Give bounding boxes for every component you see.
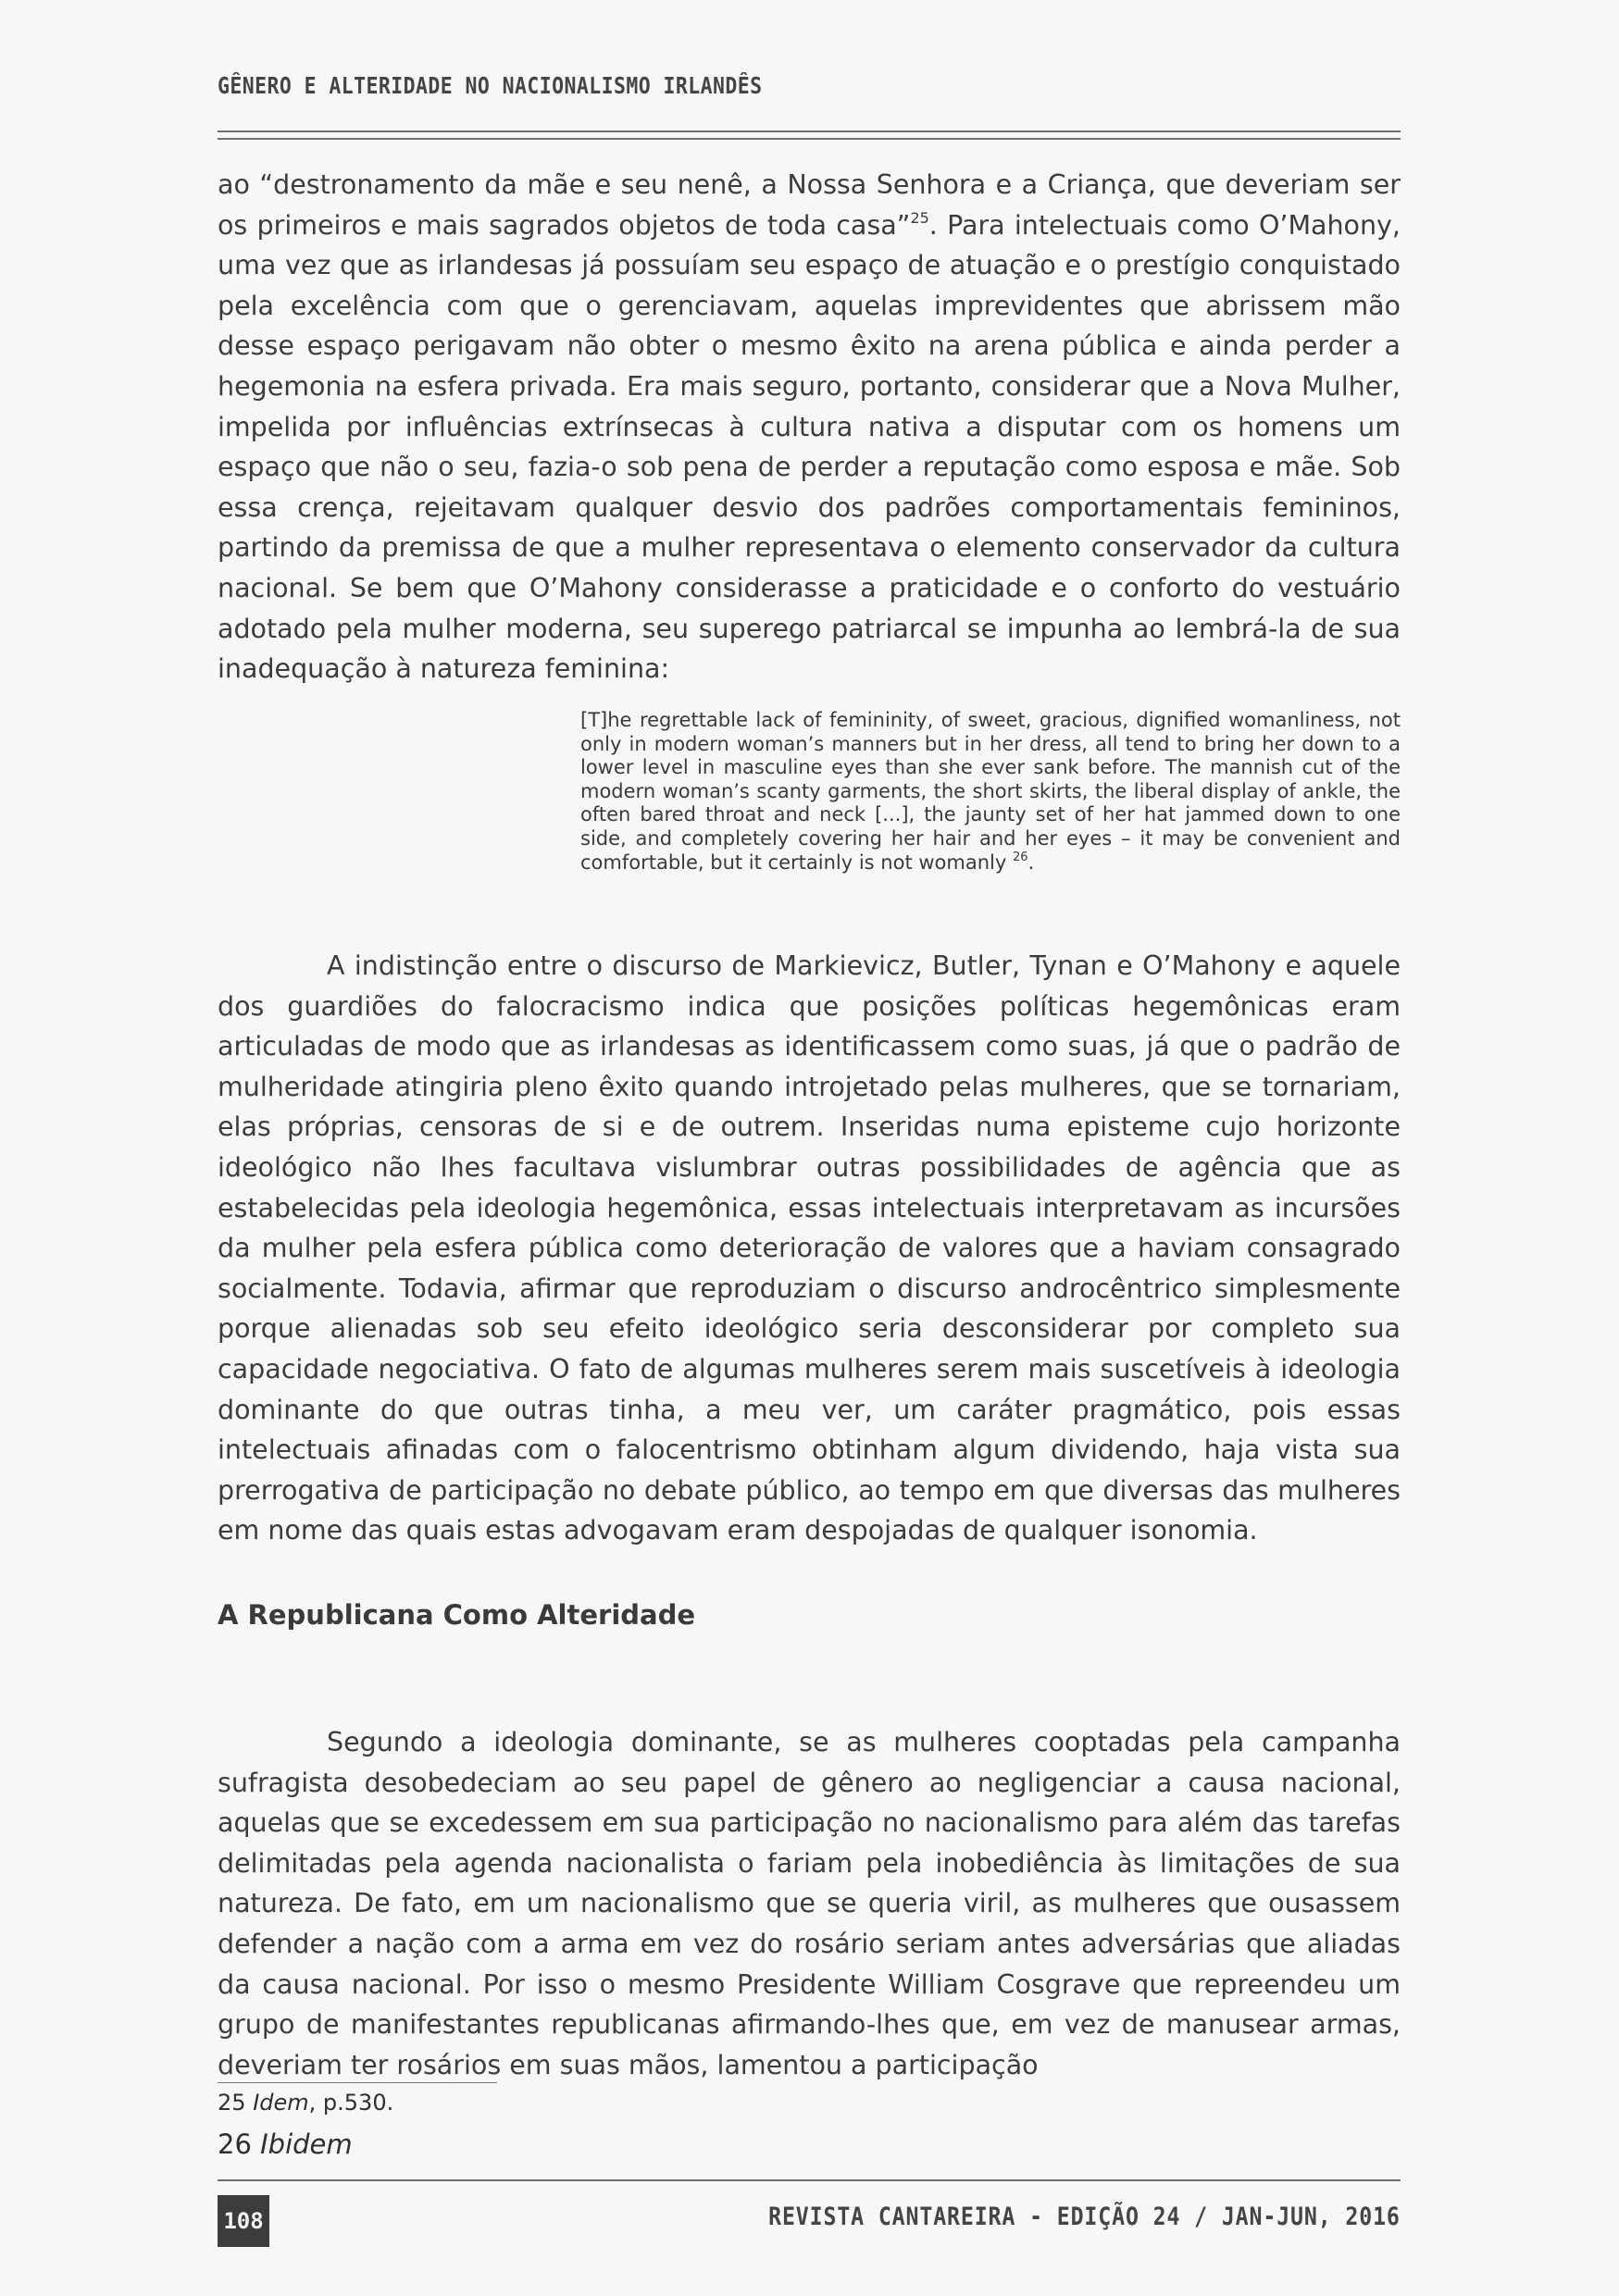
running-title: GÊNERO E ALTERIDADE NO NACIONALISMO IRLANDÊS: [218, 72, 763, 99]
footnote-25: 25 Idem, p.530.: [218, 2090, 394, 2116]
header-rule-bottom: [218, 138, 1401, 140]
block-quote: [T]he regrettable lack of femininity, of sweet, gracious, dignified womanliness, not only in modern woman’s manners but in her dress, all tend to bring her down to a lower level in masculine eyes than she ever sank before. The mannish cut of the modern woman’s scanty garments, the short skirts, the liberal display of ankle, the often bared throat and neck [...], the jaunty set of her hat jammed down to one side, and completely covering her hair and her eyes – it may be convenient and comfortable, but it certainly is not womanly $^{26}$.: [580, 709, 1401, 874]
section-heading: A Republicana Como Alteridade: [218, 1599, 696, 1631]
footnote-ref-25[interactable]: 25: [910, 208, 929, 227]
page-number: 108: [218, 2195, 269, 2247]
paragraph-3: Segundo a ideologia dominante, se as mulheres cooptadas pela campanha sufragista desobedeciam ao seu papel de gênero ao negligenciar a causa nacional, aquelas que se excedessem em sua participação no nacionalismo para além das tarefas delimitadas pela agenda nacionalista o fariam pela inobediência às limitações de sua natureza. De fato, em um nacionalismo que se queria viril, as mulheres que ousassem defender a nação com a arma em vez do rosário seriam antes adversárias que aliadas da causa nacional. Por isso o mesmo Presidente William Cosgrave que repreendeu um grupo de manifestantes republicanas afirmando-lhes que, em vez de manusear armas, deveriam ter rosários em suas mãos, lamentou a participação: [218, 1727, 1401, 2080]
paragraph-1: ao “destronamento da mãe e seu nenê, a Nossa Senhora e a Criança, que deveriam ser os primeiros e mais sagrados objetos de toda casa”$^{25}$. Para intelectuais como O’Mahony, uma vez que as irlandesas já possuíam seu espaço de atuação e o prestígio conquistado pela excelência com que o gerenciavam, aquelas imprevidentes que abrissem mão desse espaço perigavam não obter o mesmo êxito na arena pública e ainda perder a hegemonia na esfera privada. Era mais seguro, portanto, considerar que a Nova Mulher, impelida por influências extrínsecas à cultura nativa a disputar com os homens um espaço que não o seu, fazia-o sob pena de perder a reputação como esposa e mãe. Sob essa crença, rejeitavam qualquer desvio dos padrões comportamentais femininos, partindo da premissa de que a mulher representava o elemento conservador da cultura nacional. Se bem que O’Mahony considerasse a praticidade e o conforto do vestuário adotado pela mulher moderna, seu superego patriarcal se impunha ao lembrá-la de sua inadequação à natureza feminina:: [218, 169, 1401, 685]
footer-rule: [218, 2179, 1401, 2181]
journal-info: REVISTA CANTAREIRA - EDIÇÃO 24 / JAN-JUN, 2016: [768, 2203, 1401, 2231]
footnote-separator: [218, 2082, 497, 2083]
footnote-ref-26[interactable]: 26: [1012, 850, 1028, 864]
header-rule-top: [218, 130, 1401, 132]
footnote-26: 26 Ibidem: [218, 2128, 353, 2160]
paragraph-2: A indistinção entre o discurso de Markievicz, Butler, Tynan e O’Mahony e aquele dos guardiões do falocracismo indica que posições políticas hegemônicas eram articuladas de modo que as irlandesas as identificassem como suas, já que o padrão de mulheridade atingiria pleno êxito quando introjetado pelas mulheres, que se tornariam, elas próprias, censoras de si e de outrem. Inseridas numa episteme cujo horizonte ideológico não lhes facultava vislumbrar outras possibilidades de agência que as estabelecidas pela ideologia hegemônica, essas intelectuais interpretavam as incursões da mulher pela esfera pública como deterioração de valores que a haviam consagrado socialmente. Todavia, afirmar que reproduziam o discurso androcêntrico simplesmente porque alienadas sob seu efeito ideológico seria desconsiderar por completo sua capacidade negociativa. O fato de algumas mulheres serem mais suscetíveis à ideologia dominante do que outras tinha, a meu ver, um caráter pragmático, pois essas intelectuais afinadas com o falocentrismo obtinham algum dividendo, haja vista sua prerrogativa de participação no debate público, ao tempo em que diversas das mulheres em nome das quais estas advogavam eram despojadas de qualquer isonomia.: [218, 950, 1401, 1546]
